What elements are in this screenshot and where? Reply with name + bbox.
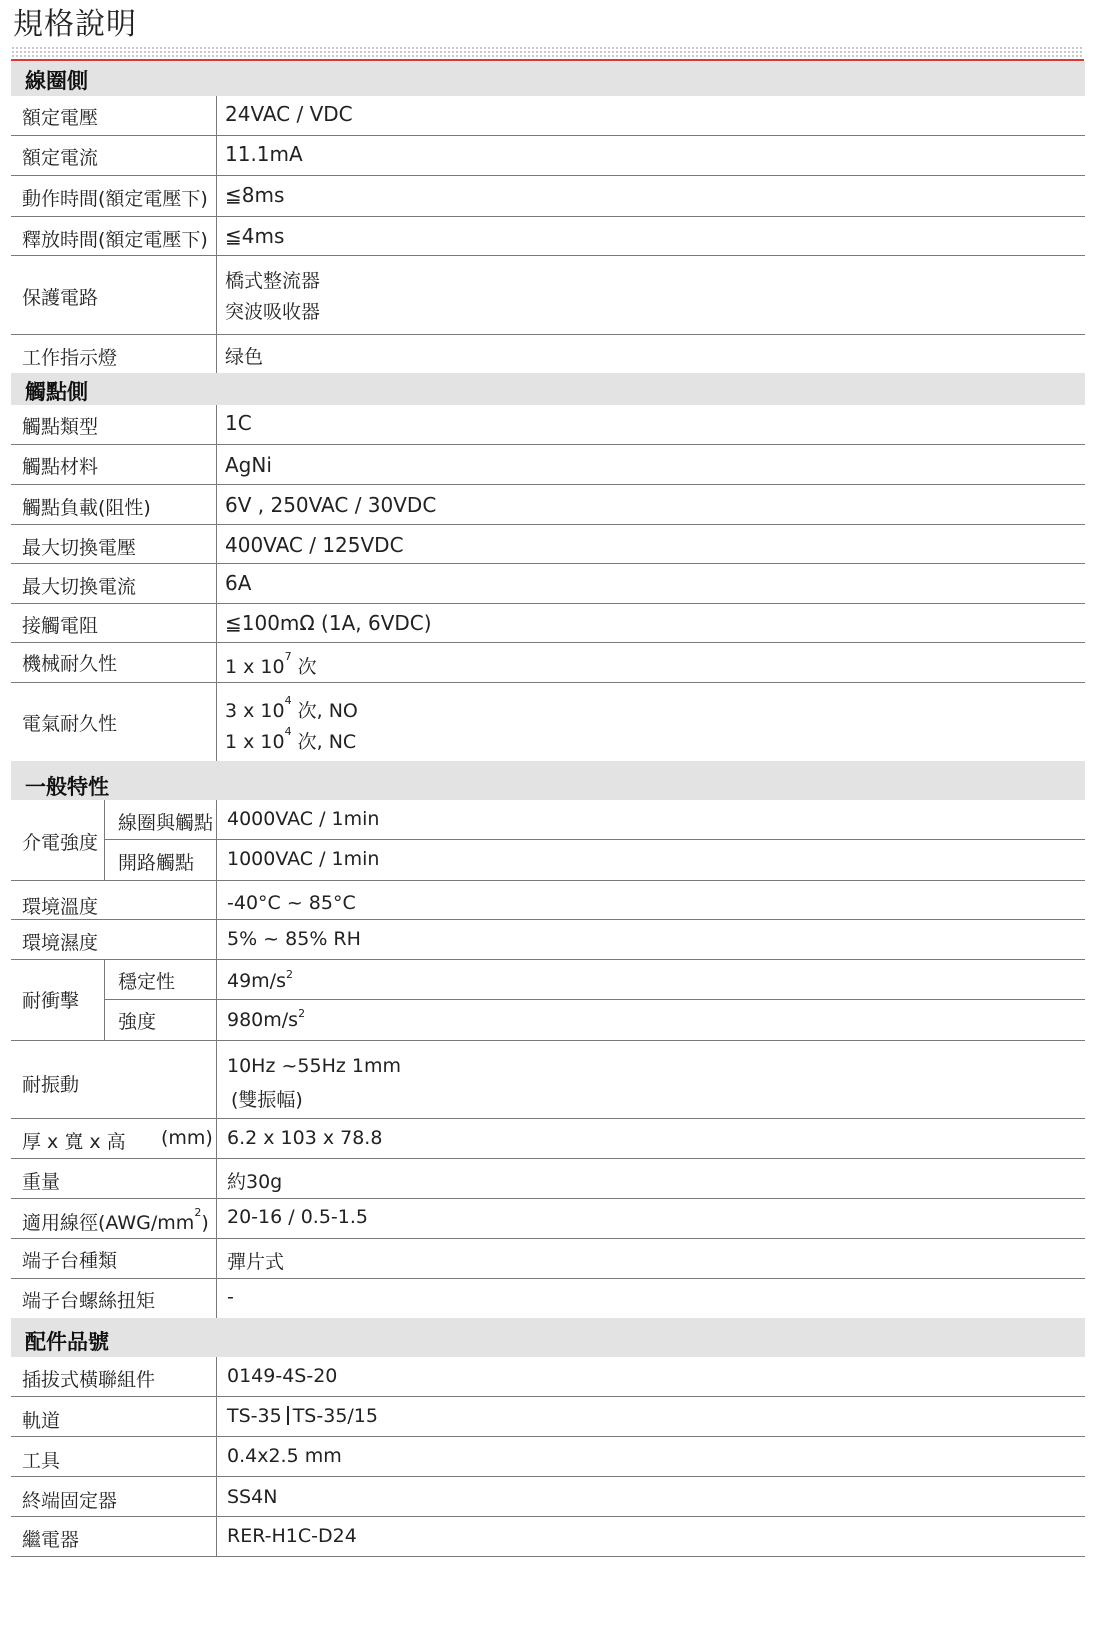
section-coil-heading: 線圈側	[25, 69, 88, 93]
mech-life-label: 機械耐久性	[22, 653, 118, 675]
terminal-torque-label: 端子台螺絲扭矩	[22, 1290, 156, 1312]
protection-value-2: 突波吸收器	[225, 301, 321, 323]
row-temperature	[11, 881, 1085, 920]
max-current-label: 最大切換電流	[22, 576, 137, 598]
end-stop-value: SS4N	[227, 1486, 278, 1508]
contact-material-label: 觸點材料	[22, 456, 99, 478]
relay-value: RER-H1C-D24	[227, 1525, 357, 1547]
shock-sub2-label: 強度	[118, 1011, 157, 1033]
humidity-value: 5% ~ 85% RH	[227, 928, 361, 950]
row-max-voltage	[11, 525, 1085, 564]
humidity-label: 環境濕度	[22, 932, 99, 954]
contact-load-label: 觸點負載(阻性)	[22, 497, 151, 519]
row-dimensions	[11, 1119, 1085, 1159]
row-rail	[11, 1397, 1085, 1437]
max-current-value: 6A	[225, 571, 252, 595]
elec-life-value-1: 3 x $10^4$ 次, NO	[225, 694, 358, 722]
row-indicator	[11, 335, 1085, 373]
indicator-value: 绿色	[225, 346, 264, 368]
tool-value: 0.4x2.5 mm	[227, 1445, 342, 1467]
contact-load-value: 6V , 250VAC / 30VDC	[225, 493, 437, 517]
operate-time-label: 動作時間(額定電壓下)	[22, 188, 208, 210]
indicator-label: 工作指示燈	[22, 347, 118, 369]
row-shock	[11, 960, 1085, 1041]
row-bridge	[11, 1357, 1085, 1397]
contact-material-value: AgNi	[225, 453, 272, 477]
rated-voltage-value: 24VAC / VDC	[225, 102, 353, 126]
shock-sub1-value: $49m/s^2$	[227, 968, 293, 992]
contact-resistance-value: ≦100mΩ (1A, 6VDC)	[225, 611, 432, 635]
bridge-value: 0149-4S-20	[227, 1365, 338, 1387]
dimensions-value: 6.2 x 103 x 78.8	[227, 1127, 383, 1149]
contact-type-label: 觸點類型	[22, 416, 99, 438]
dielectric-sub2-value: 1000VAC / 1min	[227, 848, 380, 870]
vibration-label: 耐振動	[22, 1074, 80, 1096]
terminal-type-label: 端子台種類	[22, 1250, 118, 1272]
weight-label: 重量	[22, 1171, 61, 1193]
max-voltage-value: 400VAC / 125VDC	[225, 533, 404, 557]
rated-voltage-label: 額定電壓	[22, 107, 99, 129]
row-terminal-torque	[11, 1279, 1085, 1318]
protection-value-1: 橋式整流器	[225, 270, 321, 292]
bridge-label: 插拔式橫聯組件	[22, 1369, 156, 1391]
temperature-label: 環境溫度	[22, 896, 99, 918]
vibration-value-2: (雙振幅)	[231, 1089, 303, 1111]
protection-label: 保護電路	[22, 287, 99, 309]
section-general-heading: 一般特性	[25, 775, 109, 799]
row-max-current	[11, 564, 1085, 604]
elec-life-value-2: 1 x $10^4$ 次, NC	[225, 725, 357, 753]
title-dotted-rule	[11, 46, 1084, 59]
row-terminal-type	[11, 1239, 1085, 1279]
wire-size-value: 20-16 / 0.5-1.5	[227, 1206, 368, 1228]
row-mech-life	[11, 643, 1085, 683]
rated-current-label: 額定電流	[22, 147, 99, 169]
row-elec-life	[11, 683, 1085, 761]
section-accessories	[11, 1318, 1085, 1357]
row-contact-type	[11, 405, 1085, 445]
row-tool	[11, 1437, 1085, 1477]
weight-value: 約30g	[227, 1171, 283, 1193]
row-rated-current	[11, 136, 1085, 176]
rated-current-value: 11.1mA	[225, 142, 303, 166]
row-contact-material	[11, 445, 1085, 485]
page-title: 規格說明	[13, 7, 137, 42]
section-coil	[11, 61, 1085, 96]
release-time-label: 釋放時間(額定電壓下)	[22, 229, 208, 251]
row-operate-time	[11, 176, 1085, 217]
contact-type-value: 1C	[225, 411, 252, 435]
row-rated-voltage	[11, 96, 1085, 136]
rail-label: 軌道	[22, 1410, 61, 1432]
dielectric-sub2-label: 開路觸點	[118, 852, 195, 874]
elec-life-label: 電氣耐久性	[22, 713, 118, 735]
terminal-type-value: 彈片式	[227, 1251, 285, 1273]
vibration-value-1: 10Hz ~55Hz 1mm	[227, 1055, 401, 1077]
dielectric-sub1-value: 4000VAC / 1min	[227, 808, 380, 830]
dimensions-label: 厚 x 寬 x 高	[22, 1131, 126, 1153]
terminal-torque-value: -	[227, 1286, 234, 1308]
shock-sub1-label: 穩定性	[118, 971, 176, 993]
shock-sub2-value: $980m/s^2$	[227, 1007, 306, 1031]
row-relay	[11, 1517, 1085, 1557]
dielectric-sub1-label: 線圈與觸點	[118, 812, 214, 834]
contact-resistance-label: 接觸電阻	[22, 615, 99, 637]
mech-life-value: 1 x $10^7$ 次	[225, 650, 317, 678]
tool-label: 工具	[22, 1450, 61, 1472]
section-accessories-heading: 配件品號	[25, 1330, 109, 1354]
release-time-value: ≦4ms	[225, 224, 285, 248]
max-voltage-label: 最大切換電壓	[22, 537, 137, 559]
row-vibration	[11, 1041, 1085, 1119]
temperature-value: -40°C ~ 85°C	[227, 892, 356, 914]
relay-label: 繼電器	[22, 1529, 80, 1551]
row-contact-load	[11, 485, 1085, 525]
section-general	[11, 761, 1085, 800]
operate-time-value: ≦8ms	[225, 183, 285, 207]
row-release-time	[11, 217, 1085, 256]
row-contact-resistance	[11, 604, 1085, 643]
section-contact-heading: 觸點側	[25, 380, 88, 404]
shock-label: 耐衝擊	[22, 990, 80, 1012]
end-stop-label: 終端固定器	[22, 1490, 118, 1512]
row-weight	[11, 1159, 1085, 1199]
dimensions-unit: (mm)	[161, 1127, 213, 1149]
row-end-stop	[11, 1477, 1085, 1517]
wire-size-label: 適用線徑$(AWG/mm^2)$	[22, 1206, 209, 1234]
row-humidity	[11, 920, 1085, 960]
section-contact	[11, 373, 1085, 405]
row-dielectric	[11, 800, 1085, 881]
row-wire-size	[11, 1199, 1085, 1239]
row-protection	[11, 256, 1085, 335]
rail-value: TS-35 TS-35/15	[227, 1405, 378, 1427]
dielectric-label: 介電強度	[22, 832, 99, 854]
